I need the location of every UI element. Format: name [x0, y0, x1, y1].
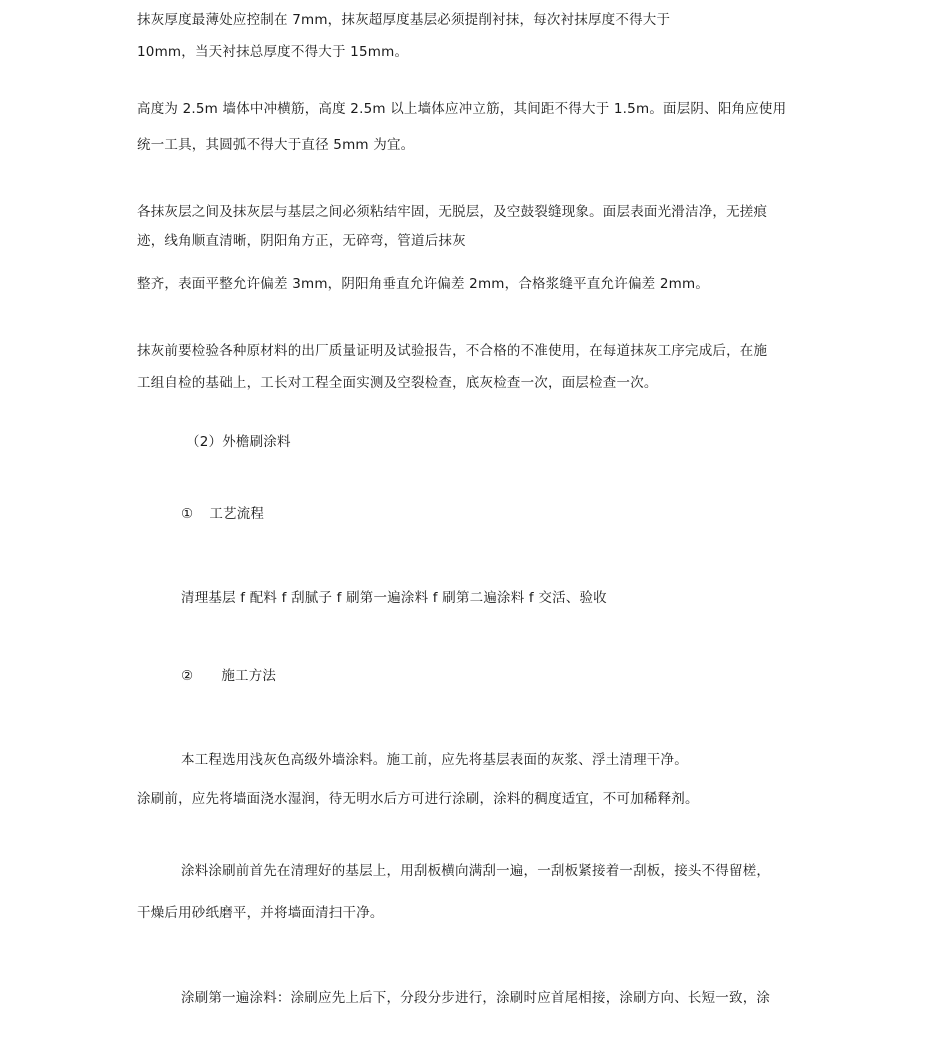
paragraph-line: 涂刷前，应先将墙面浇水湿润，待无明水后方可进行涂刷，涂料的稠度适宜，不可加稀释剂。 [137, 791, 699, 807]
paragraph-line: 各抹灰层之间及抹灰层与基层之间必须粘结牢固，无脱层，及空鼓裂缝现象。面层表面光滑洁净，无搓痕 [137, 204, 768, 220]
step-number: ① [181, 506, 194, 522]
paragraph-line: 涂料涂刷前首先在清理好的基层上，用刮板横向满刮一遍，一刮板紧接着一刮板，接头不得留槎， [181, 863, 771, 879]
paragraph-line: 本工程选用浅灰色高级外墙涂料。施工前，应先将基层表面的灰浆、浮土清理干净。 [181, 752, 688, 768]
paragraph-line: 10mm，当天衬抹总厚度不得大于 15mm。 [137, 44, 409, 60]
paragraph-line: 整齐，表面平整允许偏差 3mm，阴阳角垂直允许偏差 2mm，合格浆缝平直允许偏差 2mm。 [137, 276, 710, 292]
paragraph-line: 干燥后用砂纸磨平，并将墙面清扫干净。 [137, 905, 384, 921]
process-flow-line: 清理基层 f 配料 f 刮腻子 f 刷第一遍涂料 f 刷第二遍涂料 f 交活、验收 [181, 590, 607, 606]
step-label: 施工方法 [221, 668, 277, 684]
section-heading: （2）外檐刷涂料 [186, 434, 291, 450]
step-number: ② [181, 668, 194, 684]
paragraph-line: 涂刷第一遍涂料：涂刷应先上后下，分段分步进行，涂刷时应首尾相接，涂刷方向、长短一致，涂 [181, 990, 771, 1006]
step-label: 工艺流程 [209, 506, 265, 522]
paragraph-line: 高度为 2.5m 墙体中冲横筋，高度 2.5m 以上墙体应冲立筋，其间距不得大于 1.5m。面层阴、阳角应使用 [137, 101, 787, 117]
step-heading [181, 668, 276, 684]
step-heading [181, 506, 264, 522]
paragraph-line: 工组自检的基础上，工长对工程全面实测及空裂检查，底灰检查一次，面层检查一次。 [137, 375, 658, 391]
paragraph-line: 抹灰厚度最薄处应控制在 7mm，抹灰超厚度基层必须提削衬抹，每次衬抹厚度不得大于 [137, 12, 671, 28]
paragraph-line: 抹灰前要检验各种原材料的出厂质量证明及试验报告，不合格的不准使用，在每道抹灰工序完成后，在施 [137, 343, 768, 359]
paragraph-line: 迹，线角顺直清晰，阴阳角方正，无碎弯，管道后抹灰 [137, 233, 466, 249]
paragraph-line: 统一工具，其圆弧不得大于直径 5mm 为宜。 [137, 137, 415, 153]
